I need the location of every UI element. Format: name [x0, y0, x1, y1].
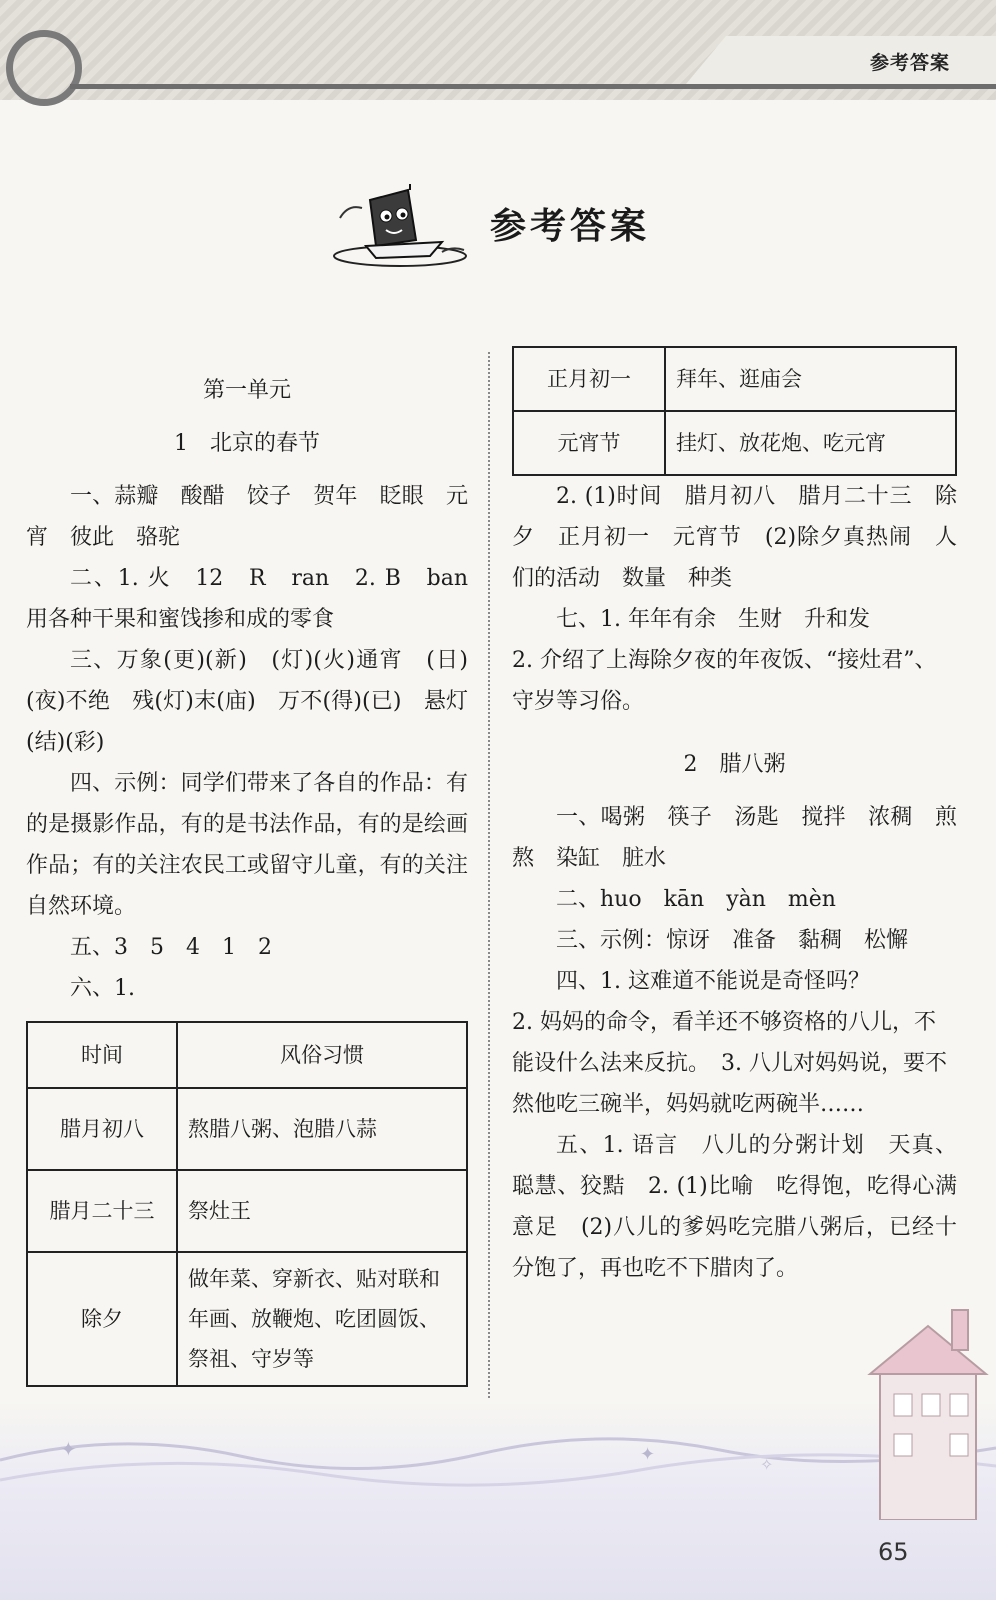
table-cell: 做年菜、穿新衣、贴对联和年画、放鞭炮、吃团圆饭、祭祖、守岁等 [177, 1252, 467, 1386]
table-cell: 祭灶王 [177, 1170, 467, 1252]
answer-q2: 二、1. 火 12 R ran 2. B ban 用各种干果和蜜饯掺和成的零食 [26, 566, 491, 632]
svg-text:✦: ✦ [60, 1437, 77, 1461]
table-cell: 熬腊八粥、泡腊八蒜 [177, 1088, 467, 1170]
table-cell: 挂灯、放花炮、吃元宵 [665, 411, 956, 475]
answer-q5: 五、3 5 4 1 2 [70, 935, 272, 960]
table-header-row [27, 1022, 467, 1088]
lesson-heading-1: 1 北京的春节 [174, 431, 320, 456]
answer-q6-2: 2. (1)时间 腊月初八 腊月二十三 除夕 正月初一 元宵节 (2)除夕真热闹 人们的活动 数量 种类 [512, 484, 957, 591]
answer-l2-q5: 五、1. 语言 八儿的分粥计划 天真、聪慧、狡黠 2. (1)比喻 吃得饱，吃得心满意足 (2)八儿的爹妈吃完腊八粥后，已经十分饱了，再也吃不下腊肉了。 [512, 1133, 957, 1281]
answer-q7-2: 2. 介绍了上海除夕夜的年夜饭、“接灶君”、守岁等习俗。 [512, 648, 937, 714]
table-cell: 拜年、逛庙会 [665, 347, 956, 411]
column-divider [488, 352, 490, 1402]
table-cell: 除夕 [27, 1252, 177, 1386]
table-cell: 正月初一 [513, 347, 665, 411]
table-cell: 腊月初八 [27, 1088, 177, 1170]
table-cell: 元宵节 [513, 411, 665, 475]
page-number: 65 [878, 1538, 909, 1566]
svg-text:✧: ✧ [760, 1455, 774, 1474]
table-row [27, 1252, 467, 1386]
header-rule [70, 84, 996, 89]
lesson-heading-2: 2 腊八粥 [683, 752, 786, 777]
house-icon [860, 1290, 996, 1520]
customs-table-continued [512, 346, 957, 476]
right-column [512, 346, 957, 1289]
header-ring-decoration [6, 30, 82, 106]
table-row [513, 411, 956, 475]
customs-table [26, 1021, 468, 1387]
answer-q7: 七、1. 年年有余 生财 升和发 [556, 607, 870, 632]
answer-l2-q2: 二、huo kān yàn mèn [556, 887, 836, 912]
table-row [27, 1088, 467, 1170]
answer-q6: 六、1. [70, 976, 135, 1001]
table-header: 时间 [27, 1022, 177, 1088]
section-label: 参考答案 [869, 52, 950, 74]
unit-heading: 第一单元 [202, 378, 291, 403]
answer-l2-q3: 三、示例：惊讶 准备 黏稠 松懈 [556, 928, 909, 953]
answer-l2-q4: 四、1. 这难道不能说是奇怪吗？ [556, 969, 870, 994]
left-column [26, 370, 491, 1387]
footer-wave-decoration [0, 1430, 996, 1510]
page-title: 参考答案 [490, 206, 651, 247]
title-block [330, 180, 670, 270]
boat-mascot-icon [330, 180, 480, 270]
table-header: 风俗习惯 [177, 1022, 467, 1088]
table-row [27, 1170, 467, 1252]
answer-q4: 四、示例：同学们带来了各自的作品：有的是摄影作品，有的是书法作品，有的是绘画作品；有的关注农民工或留守儿童，有的关注自然环境。 [26, 771, 468, 919]
svg-text:✦: ✦ [640, 1444, 656, 1465]
answer-l2-q1: 一、喝粥 筷子 汤匙 搅拌 浓稠 煎熬 染缸 脏水 [512, 805, 957, 871]
table-cell: 腊月二十三 [27, 1170, 177, 1252]
table-row [513, 347, 956, 411]
answer-q3: 三、万象(更)(新) (灯)(火)通宵 (日)(夜)不绝 残(灯)末(庙) 万不(得)(已) 悬灯(结)(彩) [26, 648, 468, 755]
answer-l2-q4-rest: 2. 妈妈的命令，看羊还不够资格的八儿，不能设什么法来反抗。 3. 八儿对妈妈说，要不然他吃三碗半，妈妈就吃两碗半…… [512, 1010, 947, 1117]
answer-q1: 一、蒜瓣 酸醋 饺子 贺年 眨眼 元宵 彼此 骆驼 [26, 484, 468, 550]
